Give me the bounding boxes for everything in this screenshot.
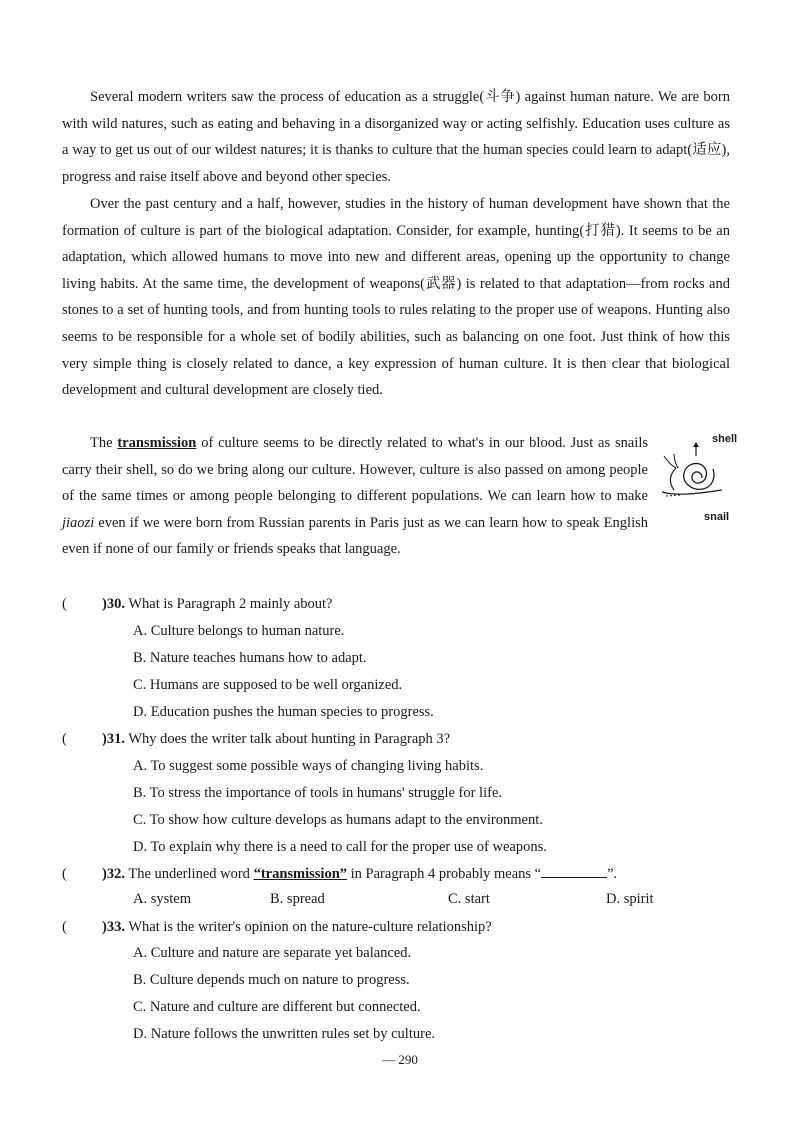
p3-text-mid: of culture seems to be directly related to what's in our blood. Just as snails carry their shell, so do we bring along our culture. However, culture is also passed on among people of the same times or among people belonging to different populations. We can learn how to make [62,435,649,505]
snail-icon [656,442,726,502]
q30-option-b: B. Nature teaches humans how to adapt. [133,650,367,666]
q32-option-a: A. system [133,891,191,907]
paragraph-3 [62,430,738,563]
snail-figure [656,430,738,523]
keyword-transmission: transmission [117,435,197,451]
q31-option-c: C. To show how culture develops as humans adapt to the environment. [133,812,543,828]
paragraph-1: Several modern writers saw the process of education as a struggle(斗争) against human nature. We are born with wild natures, such as eating and behaving in a disorganized way or acting selfishly. Education uses culture as a way to get us out of our wildest natures; it is thanks to culture that the human species could learn to adapt(适应), progress and raise itself above and beyond other species. [62,89,730,185]
question-stem: )33. What is the writer's opinion on the nature-culture relationship? [102,919,492,935]
italic-jiaozi: jiaozi [62,514,95,531]
answer-paren[interactable]: ( [62,866,67,882]
q30-option-c: C. Humans are supposed to be well organized. [133,677,403,693]
answer-blank[interactable] [541,863,607,878]
question-stem: )31. Why does the writer talk about hunting in Paragraph 3? [102,731,451,747]
shell-label: shell [712,433,738,445]
q32-option-c: C. start [448,891,490,907]
question-stem: )32. The underlined word “transmission” in Paragraph 4 probably means “ ”. [102,861,617,888]
q33-option-c: C. Nature and culture are different but connected. [133,999,421,1015]
q30-option-d: D. Education pushes the human species to progress. [133,704,434,720]
answer-paren[interactable]: ( [62,596,67,612]
p3-text-before: The [90,435,118,451]
q30-option-a: A. Culture belongs to human nature. [133,623,345,639]
q32-option-d: D. spirit [606,891,654,907]
answer-paren[interactable]: ( [62,919,67,935]
question-stem: )30. What is Paragraph 2 mainly about? [102,596,333,612]
q31-option-a: A. To suggest some possible ways of changing living habits. [133,758,484,774]
snail-label: snail [704,511,730,523]
page-number: — 290 [382,1052,418,1067]
answer-paren[interactable]: ( [62,731,67,747]
q33-option-b: B. Culture depends much on nature to progress. [133,972,410,988]
q31-option-d: D. To explain why there is a need to call for the proper use of weapons. [133,839,547,855]
paragraph-2: Over the past century and a half, however, studies in the history of human development have shown that the formation of culture is part of the biological adaptation. Consider, for example, hunting(打猎). It seems to be an adaptation, which allowed humans to move into new and different areas, opening up the opportunity to change living habits. At the same time, the development of weapons(武器) is related to that adaptation—from rocks and stones to a set of hunting tools, and from hunting tools to rules relating to the proper use of weapons. Hunting also seems to be responsible for a whole set of bodily abilities, such as balancing on one foot. Just think of how this very simple thing is closely related to dance, a key expression of human culture. It is then clear that biological development and cultural development are closely tied. [62,196,730,399]
q33-option-a: A. Culture and nature are separate yet balanced. [133,945,412,961]
p3-text-after: even if we were born from Russian parents in Paris just as we can learn how to speak English even if none of our family or friends speaks that language. [62,514,648,558]
q33-option-d: D. Nature follows the unwritten rules set by culture. [133,1026,436,1042]
q32-option-b: B. spread [270,891,325,907]
q31-option-b: B. To stress the importance of tools in humans' struggle for life. [133,785,503,801]
